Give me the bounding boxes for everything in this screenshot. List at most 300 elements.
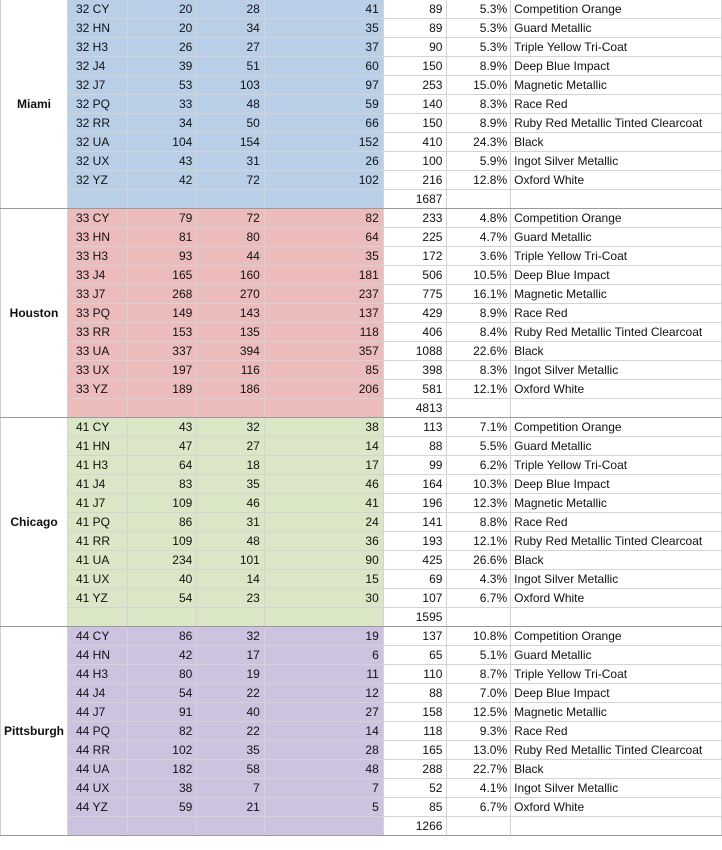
value-2-cell[interactable]: 116 (197, 361, 265, 380)
value-2-cell[interactable]: 34 (197, 19, 265, 38)
percent-cell[interactable]: 8.9% (447, 114, 511, 133)
value-1-cell[interactable]: 337 (127, 342, 197, 361)
value-2-cell[interactable]: 143 (197, 304, 265, 323)
percent-cell[interactable]: 12.5% (447, 703, 511, 722)
model-code-cell[interactable]: 41 PQ (68, 513, 128, 532)
paint-color-cell[interactable]: Guard Metallic (511, 646, 722, 665)
row-total-cell[interactable]: 90 (383, 38, 447, 57)
percent-cell[interactable]: 3.6% (447, 247, 511, 266)
empty-cell[interactable] (197, 190, 265, 209)
row-total-cell[interactable]: 158 (383, 703, 447, 722)
paint-color-cell[interactable]: Competition Orange (511, 0, 722, 19)
value-3-cell[interactable]: 118 (264, 323, 383, 342)
paint-color-cell[interactable]: Guard Metallic (511, 437, 722, 456)
percent-cell[interactable]: 6.2% (447, 456, 511, 475)
row-total-cell[interactable]: 107 (383, 589, 447, 608)
value-2-cell[interactable]: 19 (197, 665, 265, 684)
value-2-cell[interactable]: 135 (197, 323, 265, 342)
paint-color-cell[interactable]: Triple Yellow Tri-Coat (511, 665, 722, 684)
model-code-cell[interactable]: 32 J7 (68, 76, 128, 95)
paint-color-cell[interactable]: Oxford White (511, 171, 722, 190)
model-code-cell[interactable]: 33 UA (68, 342, 128, 361)
value-3-cell[interactable]: 24 (264, 513, 383, 532)
row-total-cell[interactable]: 233 (383, 209, 447, 228)
value-3-cell[interactable]: 30 (264, 589, 383, 608)
value-3-cell[interactable]: 35 (264, 247, 383, 266)
percent-cell[interactable]: 5.3% (447, 0, 511, 19)
value-1-cell[interactable]: 91 (127, 703, 197, 722)
empty-cell[interactable] (511, 399, 722, 418)
value-2-cell[interactable]: 27 (197, 38, 265, 57)
empty-cell[interactable] (127, 399, 197, 418)
value-3-cell[interactable]: 14 (264, 722, 383, 741)
model-code-cell[interactable]: 33 H3 (68, 247, 128, 266)
value-1-cell[interactable]: 43 (127, 418, 197, 437)
percent-cell[interactable]: 9.3% (447, 722, 511, 741)
value-1-cell[interactable]: 81 (127, 228, 197, 247)
empty-cell[interactable] (447, 399, 511, 418)
value-3-cell[interactable]: 26 (264, 152, 383, 171)
group-total-cell[interactable]: 1266 (383, 817, 447, 836)
row-total-cell[interactable]: 118 (383, 722, 447, 741)
percent-cell[interactable]: 4.8% (447, 209, 511, 228)
paint-color-cell[interactable]: Black (511, 551, 722, 570)
paint-color-cell[interactable]: Race Red (511, 304, 722, 323)
model-code-cell[interactable]: 33 J7 (68, 285, 128, 304)
value-3-cell[interactable]: 38 (264, 418, 383, 437)
model-code-cell[interactable]: 33 PQ (68, 304, 128, 323)
value-2-cell[interactable]: 28 (197, 0, 265, 19)
percent-cell[interactable]: 6.7% (447, 589, 511, 608)
model-code-cell[interactable]: 41 H3 (68, 456, 128, 475)
value-3-cell[interactable]: 12 (264, 684, 383, 703)
value-3-cell[interactable]: 35 (264, 19, 383, 38)
value-1-cell[interactable]: 26 (127, 38, 197, 57)
percent-cell[interactable]: 8.3% (447, 95, 511, 114)
model-code-cell[interactable]: 44 CY (68, 627, 128, 646)
value-1-cell[interactable]: 47 (127, 437, 197, 456)
row-total-cell[interactable]: 506 (383, 266, 447, 285)
model-code-cell[interactable]: 41 UA (68, 551, 128, 570)
row-total-cell[interactable]: 89 (383, 19, 447, 38)
value-3-cell[interactable]: 66 (264, 114, 383, 133)
percent-cell[interactable]: 8.9% (447, 57, 511, 76)
paint-color-cell[interactable]: Ruby Red Metallic Tinted Clearcoat (511, 323, 722, 342)
percent-cell[interactable]: 4.3% (447, 570, 511, 589)
empty-cell[interactable] (127, 817, 197, 836)
value-1-cell[interactable]: 149 (127, 304, 197, 323)
row-total-cell[interactable]: 89 (383, 0, 447, 19)
value-1-cell[interactable]: 43 (127, 152, 197, 171)
value-3-cell[interactable]: 5 (264, 798, 383, 817)
value-3-cell[interactable]: 14 (264, 437, 383, 456)
row-total-cell[interactable]: 137 (383, 627, 447, 646)
paint-color-cell[interactable]: Deep Blue Impact (511, 684, 722, 703)
value-1-cell[interactable]: 64 (127, 456, 197, 475)
paint-color-cell[interactable]: Race Red (511, 95, 722, 114)
paint-color-cell[interactable]: Ingot Silver Metallic (511, 779, 722, 798)
percent-cell[interactable]: 10.5% (447, 266, 511, 285)
row-total-cell[interactable]: 110 (383, 665, 447, 684)
value-1-cell[interactable]: 54 (127, 684, 197, 703)
paint-color-cell[interactable]: Competition Orange (511, 209, 722, 228)
paint-color-cell[interactable]: Deep Blue Impact (511, 475, 722, 494)
value-1-cell[interactable]: 104 (127, 133, 197, 152)
value-2-cell[interactable]: 14 (197, 570, 265, 589)
value-3-cell[interactable]: 37 (264, 38, 383, 57)
value-2-cell[interactable]: 27 (197, 437, 265, 456)
value-2-cell[interactable]: 186 (197, 380, 265, 399)
empty-cell[interactable] (447, 608, 511, 627)
row-total-cell[interactable]: 425 (383, 551, 447, 570)
empty-cell[interactable] (264, 608, 383, 627)
value-2-cell[interactable]: 22 (197, 684, 265, 703)
paint-color-cell[interactable]: Race Red (511, 513, 722, 532)
value-2-cell[interactable]: 17 (197, 646, 265, 665)
value-1-cell[interactable]: 109 (127, 532, 197, 551)
paint-color-cell[interactable]: Black (511, 133, 722, 152)
row-total-cell[interactable]: 410 (383, 133, 447, 152)
value-2-cell[interactable]: 31 (197, 152, 265, 171)
value-1-cell[interactable]: 79 (127, 209, 197, 228)
value-3-cell[interactable]: 41 (264, 494, 383, 513)
value-1-cell[interactable]: 234 (127, 551, 197, 570)
model-code-cell[interactable]: 41 J4 (68, 475, 128, 494)
paint-color-cell[interactable]: Guard Metallic (511, 228, 722, 247)
value-3-cell[interactable]: 27 (264, 703, 383, 722)
value-2-cell[interactable]: 7 (197, 779, 265, 798)
empty-cell[interactable] (197, 817, 265, 836)
percent-cell[interactable]: 16.1% (447, 285, 511, 304)
empty-cell[interactable] (68, 190, 128, 209)
group-total-cell[interactable]: 1687 (383, 190, 447, 209)
value-2-cell[interactable]: 72 (197, 209, 265, 228)
value-3-cell[interactable]: 48 (264, 760, 383, 779)
percent-cell[interactable]: 5.3% (447, 38, 511, 57)
percent-cell[interactable]: 12.3% (447, 494, 511, 513)
row-total-cell[interactable]: 172 (383, 247, 447, 266)
model-code-cell[interactable]: 44 YZ (68, 798, 128, 817)
value-3-cell[interactable]: 90 (264, 551, 383, 570)
value-3-cell[interactable]: 181 (264, 266, 383, 285)
value-1-cell[interactable]: 42 (127, 171, 197, 190)
percent-cell[interactable]: 12.1% (447, 532, 511, 551)
paint-color-cell[interactable]: Competition Orange (511, 627, 722, 646)
value-1-cell[interactable]: 42 (127, 646, 197, 665)
paint-color-cell[interactable]: Triple Yellow Tri-Coat (511, 456, 722, 475)
value-1-cell[interactable]: 182 (127, 760, 197, 779)
value-2-cell[interactable]: 80 (197, 228, 265, 247)
value-2-cell[interactable]: 160 (197, 266, 265, 285)
empty-cell[interactable] (197, 399, 265, 418)
value-1-cell[interactable]: 109 (127, 494, 197, 513)
percent-cell[interactable]: 22.7% (447, 760, 511, 779)
value-2-cell[interactable]: 46 (197, 494, 265, 513)
model-code-cell[interactable]: 33 HN (68, 228, 128, 247)
paint-color-cell[interactable]: Triple Yellow Tri-Coat (511, 247, 722, 266)
paint-color-cell[interactable]: Black (511, 760, 722, 779)
value-3-cell[interactable]: 46 (264, 475, 383, 494)
percent-cell[interactable]: 8.4% (447, 323, 511, 342)
value-1-cell[interactable]: 80 (127, 665, 197, 684)
model-code-cell[interactable]: 44 J7 (68, 703, 128, 722)
percent-cell[interactable]: 7.1% (447, 418, 511, 437)
row-total-cell[interactable]: 140 (383, 95, 447, 114)
row-total-cell[interactable]: 113 (383, 418, 447, 437)
row-total-cell[interactable]: 99 (383, 456, 447, 475)
paint-color-cell[interactable]: Oxford White (511, 798, 722, 817)
value-3-cell[interactable]: 60 (264, 57, 383, 76)
paint-color-cell[interactable]: Guard Metallic (511, 19, 722, 38)
percent-cell[interactable]: 5.5% (447, 437, 511, 456)
paint-color-cell[interactable]: Magnetic Metallic (511, 494, 722, 513)
value-2-cell[interactable]: 22 (197, 722, 265, 741)
value-1-cell[interactable]: 53 (127, 76, 197, 95)
value-2-cell[interactable]: 35 (197, 741, 265, 760)
row-total-cell[interactable]: 1088 (383, 342, 447, 361)
model-code-cell[interactable]: 32 H3 (68, 38, 128, 57)
empty-cell[interactable] (511, 190, 722, 209)
model-code-cell[interactable]: 41 YZ (68, 589, 128, 608)
value-3-cell[interactable]: 17 (264, 456, 383, 475)
model-code-cell[interactable]: 44 UX (68, 779, 128, 798)
percent-cell[interactable]: 24.3% (447, 133, 511, 152)
percent-cell[interactable]: 8.9% (447, 304, 511, 323)
value-3-cell[interactable]: 6 (264, 646, 383, 665)
value-2-cell[interactable]: 32 (197, 627, 265, 646)
percent-cell[interactable]: 12.8% (447, 171, 511, 190)
empty-cell[interactable] (447, 190, 511, 209)
value-3-cell[interactable]: 59 (264, 95, 383, 114)
value-1-cell[interactable]: 20 (127, 0, 197, 19)
value-1-cell[interactable]: 268 (127, 285, 197, 304)
value-1-cell[interactable]: 153 (127, 323, 197, 342)
value-3-cell[interactable]: 357 (264, 342, 383, 361)
row-total-cell[interactable]: 141 (383, 513, 447, 532)
row-total-cell[interactable]: 196 (383, 494, 447, 513)
row-total-cell[interactable]: 88 (383, 684, 447, 703)
model-code-cell[interactable]: 33 YZ (68, 380, 128, 399)
paint-color-cell[interactable]: Ingot Silver Metallic (511, 361, 722, 380)
empty-cell[interactable] (197, 608, 265, 627)
value-3-cell[interactable]: 41 (264, 0, 383, 19)
model-code-cell[interactable]: 32 HN (68, 19, 128, 38)
value-3-cell[interactable]: 97 (264, 76, 383, 95)
model-code-cell[interactable]: 44 PQ (68, 722, 128, 741)
model-code-cell[interactable]: 44 HN (68, 646, 128, 665)
percent-cell[interactable]: 10.3% (447, 475, 511, 494)
paint-color-cell[interactable]: Triple Yellow Tri-Coat (511, 38, 722, 57)
model-code-cell[interactable]: 44 UA (68, 760, 128, 779)
paint-color-cell[interactable]: Ruby Red Metallic Tinted Clearcoat (511, 114, 722, 133)
model-code-cell[interactable]: 32 UA (68, 133, 128, 152)
model-code-cell[interactable]: 41 UX (68, 570, 128, 589)
empty-cell[interactable] (511, 817, 722, 836)
paint-color-cell[interactable]: Ruby Red Metallic Tinted Clearcoat (511, 741, 722, 760)
percent-cell[interactable]: 26.6% (447, 551, 511, 570)
row-total-cell[interactable]: 216 (383, 171, 447, 190)
percent-cell[interactable]: 8.3% (447, 361, 511, 380)
value-3-cell[interactable]: 237 (264, 285, 383, 304)
row-total-cell[interactable]: 150 (383, 114, 447, 133)
row-total-cell[interactable]: 69 (383, 570, 447, 589)
value-1-cell[interactable]: 82 (127, 722, 197, 741)
value-2-cell[interactable]: 101 (197, 551, 265, 570)
value-1-cell[interactable]: 86 (127, 513, 197, 532)
model-code-cell[interactable]: 44 RR (68, 741, 128, 760)
row-total-cell[interactable]: 398 (383, 361, 447, 380)
value-1-cell[interactable]: 40 (127, 570, 197, 589)
row-total-cell[interactable]: 165 (383, 741, 447, 760)
value-2-cell[interactable]: 103 (197, 76, 265, 95)
row-total-cell[interactable]: 65 (383, 646, 447, 665)
value-3-cell[interactable]: 15 (264, 570, 383, 589)
value-1-cell[interactable]: 34 (127, 114, 197, 133)
value-3-cell[interactable]: 11 (264, 665, 383, 684)
model-code-cell[interactable]: 41 HN (68, 437, 128, 456)
value-2-cell[interactable]: 44 (197, 247, 265, 266)
value-2-cell[interactable]: 31 (197, 513, 265, 532)
model-code-cell[interactable]: 44 J4 (68, 684, 128, 703)
row-total-cell[interactable]: 164 (383, 475, 447, 494)
empty-cell[interactable] (447, 817, 511, 836)
model-code-cell[interactable]: 32 UX (68, 152, 128, 171)
value-2-cell[interactable]: 51 (197, 57, 265, 76)
value-2-cell[interactable]: 23 (197, 589, 265, 608)
paint-color-cell[interactable]: Magnetic Metallic (511, 285, 722, 304)
value-3-cell[interactable]: 7 (264, 779, 383, 798)
row-total-cell[interactable]: 253 (383, 76, 447, 95)
model-code-cell[interactable]: 41 J7 (68, 494, 128, 513)
value-3-cell[interactable]: 64 (264, 228, 383, 247)
value-1-cell[interactable]: 59 (127, 798, 197, 817)
value-2-cell[interactable]: 32 (197, 418, 265, 437)
percent-cell[interactable]: 5.9% (447, 152, 511, 171)
value-1-cell[interactable]: 165 (127, 266, 197, 285)
value-2-cell[interactable]: 48 (197, 532, 265, 551)
paint-color-cell[interactable]: Competition Orange (511, 418, 722, 437)
percent-cell[interactable]: 6.7% (447, 798, 511, 817)
value-2-cell[interactable]: 48 (197, 95, 265, 114)
value-1-cell[interactable]: 197 (127, 361, 197, 380)
empty-cell[interactable] (264, 190, 383, 209)
empty-cell[interactable] (127, 190, 197, 209)
value-2-cell[interactable]: 72 (197, 171, 265, 190)
row-total-cell[interactable]: 193 (383, 532, 447, 551)
value-1-cell[interactable]: 20 (127, 19, 197, 38)
city-label[interactable]: Pittsburgh (1, 627, 68, 836)
city-label[interactable]: Chicago (1, 418, 68, 627)
value-2-cell[interactable]: 18 (197, 456, 265, 475)
value-2-cell[interactable]: 50 (197, 114, 265, 133)
paint-color-cell[interactable]: Oxford White (511, 380, 722, 399)
row-total-cell[interactable]: 429 (383, 304, 447, 323)
value-3-cell[interactable]: 19 (264, 627, 383, 646)
model-code-cell[interactable]: 32 RR (68, 114, 128, 133)
value-1-cell[interactable]: 102 (127, 741, 197, 760)
percent-cell[interactable]: 10.8% (447, 627, 511, 646)
value-3-cell[interactable]: 82 (264, 209, 383, 228)
value-1-cell[interactable]: 39 (127, 57, 197, 76)
value-3-cell[interactable]: 85 (264, 361, 383, 380)
row-total-cell[interactable]: 88 (383, 437, 447, 456)
paint-color-cell[interactable]: Magnetic Metallic (511, 703, 722, 722)
city-label[interactable]: Houston (1, 209, 68, 418)
paint-color-cell[interactable]: Ruby Red Metallic Tinted Clearcoat (511, 532, 722, 551)
model-code-cell[interactable]: 32 CY (68, 0, 128, 19)
percent-cell[interactable]: 8.8% (447, 513, 511, 532)
value-2-cell[interactable]: 394 (197, 342, 265, 361)
model-code-cell[interactable]: 41 RR (68, 532, 128, 551)
value-1-cell[interactable]: 86 (127, 627, 197, 646)
value-2-cell[interactable]: 40 (197, 703, 265, 722)
model-code-cell[interactable]: 44 H3 (68, 665, 128, 684)
value-2-cell[interactable]: 154 (197, 133, 265, 152)
value-2-cell[interactable]: 35 (197, 475, 265, 494)
value-3-cell[interactable]: 28 (264, 741, 383, 760)
percent-cell[interactable]: 4.7% (447, 228, 511, 247)
empty-cell[interactable] (127, 608, 197, 627)
group-total-cell[interactable]: 1595 (383, 608, 447, 627)
percent-cell[interactable]: 15.0% (447, 76, 511, 95)
value-3-cell[interactable]: 206 (264, 380, 383, 399)
percent-cell[interactable]: 12.1% (447, 380, 511, 399)
row-total-cell[interactable]: 581 (383, 380, 447, 399)
empty-cell[interactable] (68, 399, 128, 418)
city-label[interactable]: Miami (1, 0, 68, 209)
paint-color-cell[interactable]: Deep Blue Impact (511, 57, 722, 76)
value-3-cell[interactable]: 102 (264, 171, 383, 190)
model-code-cell[interactable]: 33 J4 (68, 266, 128, 285)
paint-color-cell[interactable]: Oxford White (511, 589, 722, 608)
model-code-cell[interactable]: 32 PQ (68, 95, 128, 114)
paint-color-cell[interactable]: Ingot Silver Metallic (511, 152, 722, 171)
percent-cell[interactable]: 5.1% (447, 646, 511, 665)
model-code-cell[interactable]: 32 J4 (68, 57, 128, 76)
percent-cell[interactable]: 7.0% (447, 684, 511, 703)
row-total-cell[interactable]: 775 (383, 285, 447, 304)
value-1-cell[interactable]: 83 (127, 475, 197, 494)
value-1-cell[interactable]: 54 (127, 589, 197, 608)
percent-cell[interactable]: 8.7% (447, 665, 511, 684)
empty-cell[interactable] (68, 608, 128, 627)
paint-color-cell[interactable]: Ingot Silver Metallic (511, 570, 722, 589)
row-total-cell[interactable]: 150 (383, 57, 447, 76)
percent-cell[interactable]: 13.0% (447, 741, 511, 760)
group-total-cell[interactable]: 4813 (383, 399, 447, 418)
model-code-cell[interactable]: 41 CY (68, 418, 128, 437)
value-3-cell[interactable]: 36 (264, 532, 383, 551)
empty-cell[interactable] (264, 399, 383, 418)
paint-color-cell[interactable]: Black (511, 342, 722, 361)
empty-cell[interactable] (264, 817, 383, 836)
empty-cell[interactable] (511, 608, 722, 627)
row-total-cell[interactable]: 100 (383, 152, 447, 171)
percent-cell[interactable]: 5.3% (447, 19, 511, 38)
value-2-cell[interactable]: 21 (197, 798, 265, 817)
model-code-cell[interactable]: 32 YZ (68, 171, 128, 190)
value-1-cell[interactable]: 93 (127, 247, 197, 266)
paint-color-cell[interactable]: Deep Blue Impact (511, 266, 722, 285)
value-3-cell[interactable]: 137 (264, 304, 383, 323)
empty-cell[interactable] (68, 817, 128, 836)
row-total-cell[interactable]: 52 (383, 779, 447, 798)
model-code-cell[interactable]: 33 UX (68, 361, 128, 380)
row-total-cell[interactable]: 225 (383, 228, 447, 247)
row-total-cell[interactable]: 85 (383, 798, 447, 817)
value-1-cell[interactable]: 38 (127, 779, 197, 798)
row-total-cell[interactable]: 288 (383, 760, 447, 779)
